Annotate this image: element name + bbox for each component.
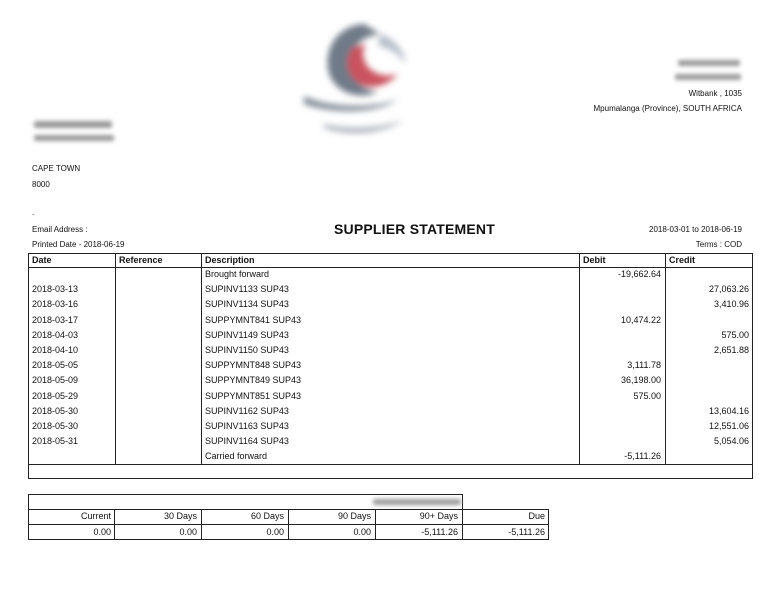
row-date: 2018-05-09: [32, 375, 79, 386]
row-description: SUPINV1149 SUP43: [205, 329, 289, 340]
table-row: [29, 391, 752, 406]
ageing-header-0: Current: [80, 511, 111, 521]
table-row: [29, 345, 752, 360]
table-row: [29, 421, 752, 436]
customer-postal-code: 8000: [32, 180, 50, 189]
row-date: 2018-05-29: [32, 390, 79, 401]
row-description: SUPINV1133 SUP43: [205, 284, 289, 295]
row-description: SUPINV1164 SUP43: [205, 436, 289, 447]
row-description: SUPINV1150 SUP43: [205, 345, 289, 355]
row-credit: 13,604.16: [708, 405, 749, 416]
row-description: SUPPYMNT851 SUP43: [205, 390, 302, 401]
redacted-customer-name: [34, 121, 112, 128]
row-credit: 3,410.96: [713, 299, 749, 310]
ageing-table: [28, 509, 549, 540]
row-date: 2018-03-16: [32, 299, 79, 310]
ageing-header-4: 90+ Days: [419, 511, 458, 521]
company-city: Witbank , 1035: [688, 89, 742, 98]
customer-city: CAPE TOWN: [32, 164, 81, 173]
header-debit: Debit: [583, 255, 606, 265]
separator-dot: .: [32, 208, 35, 217]
row-debit: 3,111.78: [627, 360, 661, 371]
redacted-company-street: [675, 74, 741, 80]
row-date: 2018-04-10: [32, 345, 79, 355]
row-date: 2018-05-30: [32, 421, 79, 431]
redacted-customer-street: [34, 135, 114, 141]
ageing-header-1: 30 Days: [163, 511, 197, 521]
statement-title: SUPPLIER STATEMENT: [334, 221, 495, 237]
row-description: SUPINV1134 SUP43: [205, 299, 289, 310]
ageing-value-1: 0.00: [179, 527, 197, 537]
table-row: [29, 284, 752, 299]
ageing-header-2: 60 Days: [250, 511, 284, 521]
redacted-company-name: [678, 60, 740, 66]
table-row: [29, 315, 752, 330]
row-debit: 575.00: [633, 390, 661, 401]
row-description: SUPPYMNT841 SUP43: [205, 314, 302, 325]
header-date: Date: [32, 255, 52, 265]
row-description: SUPPYMNT849 SUP43: [205, 375, 302, 386]
email-address-label: Email Address :: [32, 225, 88, 234]
row-date: 2018-03-13: [32, 284, 79, 295]
ageing-value-0: 0.00: [93, 527, 111, 537]
ageing-header-bar: [28, 494, 463, 510]
transactions-table: [28, 253, 753, 479]
row-date: 2018-05-30: [32, 405, 79, 416]
row-description: SUPINV1163 SUP43: [205, 421, 289, 431]
ageing-value-5: -5,111.26: [508, 527, 545, 537]
ageing-value-3: 0.00: [353, 527, 371, 537]
table-row: [29, 269, 752, 284]
row-description: Carried forward: [205, 451, 268, 462]
redacted-ageing-label: [373, 499, 461, 505]
row-debit: -19,662.64: [617, 269, 661, 279]
row-date: 2018-05-31: [32, 436, 79, 447]
row-date: 2018-05-05: [32, 360, 79, 371]
ageing-value-4: -5,111.26: [421, 527, 458, 537]
printed-date: Printed Date - 2018-06-19: [32, 240, 125, 249]
table-row: [29, 451, 752, 466]
table-row: [29, 330, 752, 345]
row-description: SUPPYMNT848 SUP43: [205, 360, 302, 371]
header-description: Description: [205, 255, 255, 265]
row-debit: 10,474.22: [620, 314, 661, 325]
statement-period: 2018-03-01 to 2018-06-19: [649, 225, 742, 234]
ageing-header-3: 90 Days: [337, 511, 371, 521]
row-credit: 575.00: [721, 329, 749, 340]
row-credit: 2,651.88: [713, 345, 749, 355]
ageing-value-2: 0.00: [266, 527, 284, 537]
row-credit: 12,551.06: [708, 421, 749, 431]
row-credit: 5,054.06: [713, 436, 749, 447]
header-reference: Reference: [119, 255, 163, 265]
row-description: Brought forward: [205, 269, 270, 279]
company-logo: [294, 14, 414, 140]
table-row: [29, 299, 752, 314]
row-debit: 36,198.00: [620, 375, 661, 386]
payment-terms: Terms : COD: [695, 240, 742, 249]
row-description: SUPINV1162 SUP43: [205, 405, 289, 416]
table-row: [29, 436, 752, 451]
header-credit: Credit: [669, 255, 696, 265]
row-credit: 27,063.26: [708, 284, 749, 295]
company-province: Mpumalanga (Province), SOUTH AFRICA: [593, 104, 742, 113]
ageing-header-5: Due: [528, 511, 545, 521]
row-date: 2018-03-17: [32, 314, 79, 325]
row-debit: -5,111.26: [624, 451, 661, 462]
row-date: 2018-04-03: [32, 329, 79, 340]
table-row: [29, 360, 752, 375]
table-row: [29, 375, 752, 390]
table-row: [29, 406, 752, 421]
